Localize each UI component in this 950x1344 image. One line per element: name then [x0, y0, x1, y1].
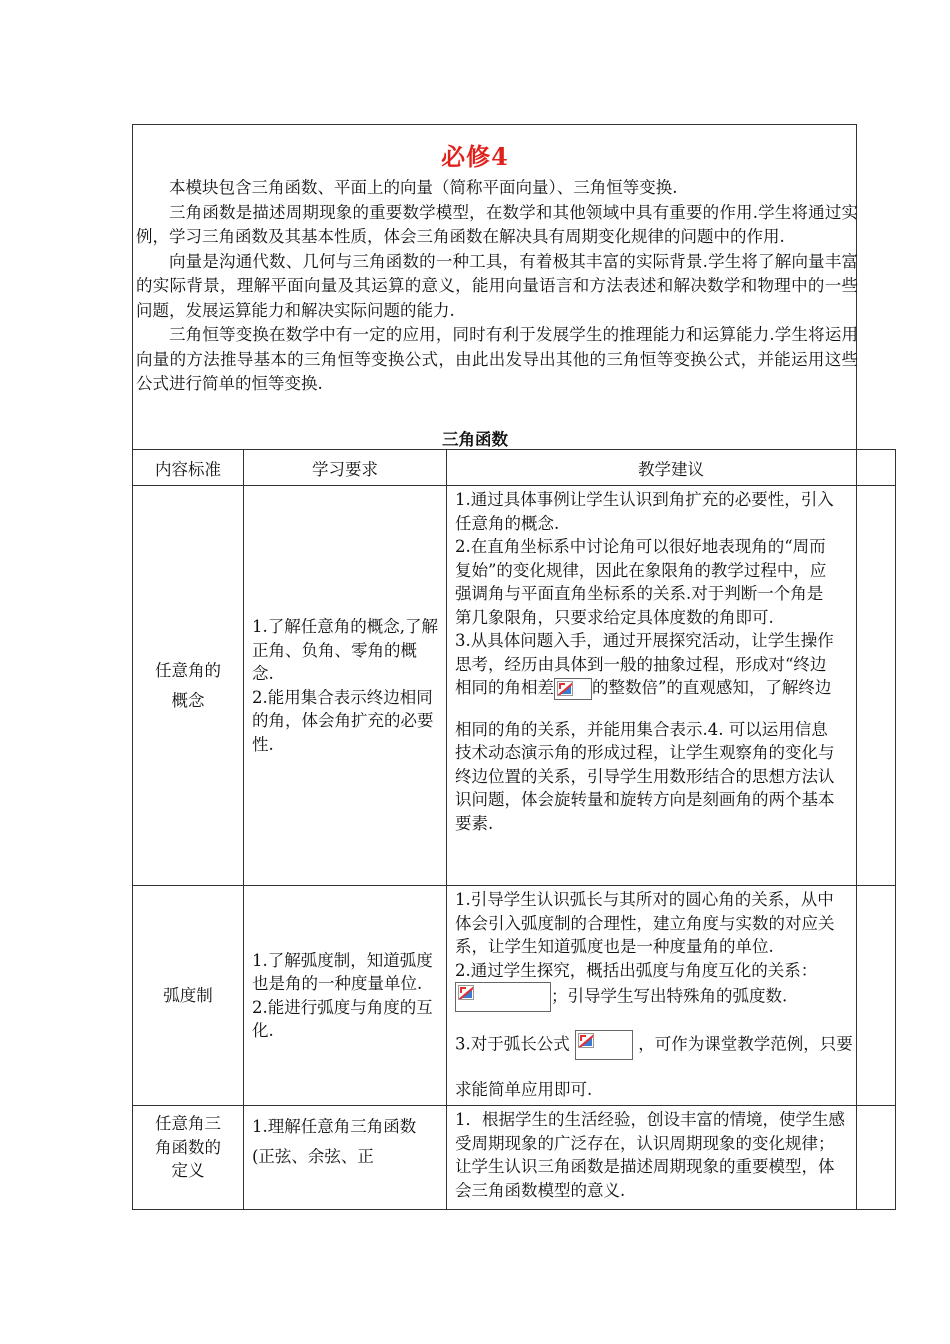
intro-paragraph: 本模块包含三角函数、平面上的向量（简称平面向量）、三角恒等变换. — [169, 178, 678, 197]
table-row — [133, 886, 896, 1106]
curriculum-table — [132, 449, 896, 1210]
formula-image — [455, 982, 551, 1012]
advice-line: 让学生认识三角函数是描述周期现象的重要模型，体 — [455, 1157, 835, 1176]
row-requirements — [244, 1106, 447, 1210]
advice-line — [455, 1060, 895, 1078]
section-title: 三角函数 — [442, 430, 508, 449]
intro-text — [136, 176, 858, 397]
advice-line: 相同的角相差 的整数倍”的直观感知，了解终边 — [455, 676, 895, 700]
advice-line: 会三角函数模型的意义. — [455, 1180, 626, 1200]
advice-line: 终边位置的关系，引导学生用数形结合的思想方法认 — [455, 766, 835, 786]
advice-line: 1．根据学生的生活经验，创设丰富的情境，使学生感 — [455, 1110, 845, 1129]
advice-line: 体会引入弧度制的合理性，建立角度与实数的对应关 — [455, 913, 835, 933]
advice-line: 求能简单应用即可. — [455, 1080, 593, 1099]
advice-lines — [455, 1106, 895, 1202]
advice-line: 技术动态演示角的形成过程，让学生观察角的变化与 — [455, 743, 835, 762]
advice-line: 3.从具体问题入手，通过开展探究活动，让学生操作 — [455, 631, 834, 650]
table-row — [133, 1106, 896, 1210]
advice-lines — [455, 486, 895, 835]
row-advice — [447, 1106, 896, 1210]
intro-paragraph: 三角函数是描述周期现象的重要数学模型，在数学和其他领域中具有重要的作用.学生将通过实例，学习三角函数及其基本性质，体会三角函数在解决具有周期变化规律的问题中的作用. — [136, 202, 858, 246]
broken-image-icon — [458, 985, 474, 1000]
table-header-row — [133, 450, 896, 486]
row-advice — [447, 486, 896, 886]
row-topic — [133, 1106, 244, 1210]
advice-line: 2.在直角坐标系中讨论角可以很好地表现角的“周而 — [455, 537, 826, 556]
broken-image-icon — [578, 1033, 594, 1048]
advice-line: 任意角的概念. — [455, 513, 560, 533]
module-title: 必修4 — [441, 142, 509, 171]
row-topic-text: 任意角的概念 — [155, 660, 221, 710]
row-requirements-text: 1.了解弧度制，知道弧度也是角的一种度量单位. 2.能进行弧度与角度的互化. — [252, 950, 433, 1040]
row-requirements-text: 1.了解任意角的概念,了解正角、负角、零角的概念. 2.能用集合表示终边相同的角，体会角扩充的必要性. — [252, 617, 438, 754]
advice-line: ；引导学生写出特殊角的弧度数. — [455, 982, 895, 1012]
advice-line: 1.引导学生认识弧长与其所对的圆心角的关系，从中 — [455, 890, 834, 909]
row-requirements-text: 1.理解任意角三角函数(正弦、余弦、正 — [252, 1117, 417, 1166]
advice-line: 第几象限角，只要求给定具体度数的角即可. — [455, 607, 774, 627]
row-advice — [447, 886, 896, 1106]
advice-line — [455, 1012, 895, 1030]
advice-line: 识问题，体会旋转量和旋转方向是刻画角的两个基本 — [455, 790, 835, 809]
advice-line — [455, 700, 895, 718]
row-topic: 弧度制 — [133, 886, 244, 1106]
header-teaching-advice: 教学建议 — [447, 450, 896, 486]
advice-line: 思考，经历由具体到一般的抽象过程，形成对“终边 — [455, 654, 827, 674]
advice-lines — [455, 886, 895, 1102]
advice-line: 受周期现象的广泛存在，认识周期现象的变化规律； — [455, 1133, 835, 1153]
advice-line: 2.通过学生探究，概括出弧度与角度互化的关系： — [455, 960, 818, 980]
formula-image — [554, 678, 592, 700]
advice-line: 复始”的变化规律，因此在象限角的教学过程中，应 — [455, 560, 827, 580]
advice-line: 要素. — [455, 813, 494, 833]
row-topic-text: 任意角三角函数的定义 — [155, 1114, 221, 1180]
advice-line: 1.通过具体事例让学生认识到角扩充的必要性，引入 — [455, 490, 834, 509]
advice-line: 3.对于弧长公式 ，可作为课堂教学范例，只要 — [455, 1030, 895, 1060]
intro-paragraph: 向量是沟通代数、几何与三角函数的一种工具，有着极其丰富的实际背景.学生将了解向量丰富的实际背景，理解平面向量及其运算的意义，能用向量语言和方法表述和解决数学和物理中的一些问题，发展运算能力和解决实际问题的能力. — [136, 251, 858, 320]
advice-line: 强调角与平面直角坐标系的关系.对于判断一个角是 — [455, 584, 824, 603]
row-topic — [133, 486, 244, 886]
formula-image — [575, 1030, 633, 1060]
intro-paragraph: 三角恒等变换在数学中有一定的应用，同时有利于发展学生的推理能力和运算能力.学生将运用向量的方法推导基本的三角恒等变换公式，由此出发导出其他的三角恒等变换公式，并能运用这些公式进行简单的恒等变换. — [136, 325, 858, 393]
advice-line: 相同的角的关系，并能用集合表示.4. 可以运用信息 — [455, 719, 828, 739]
table-row — [133, 486, 896, 886]
header-content-standard: 内容标准 — [133, 450, 244, 486]
advice-line: 系，让学生知道弧度也是一种度量角的单位. — [455, 937, 774, 956]
broken-image-icon — [557, 681, 573, 696]
row-requirements — [244, 486, 447, 886]
row-requirements — [244, 886, 447, 1106]
header-learning-requirements: 学习要求 — [244, 450, 447, 486]
